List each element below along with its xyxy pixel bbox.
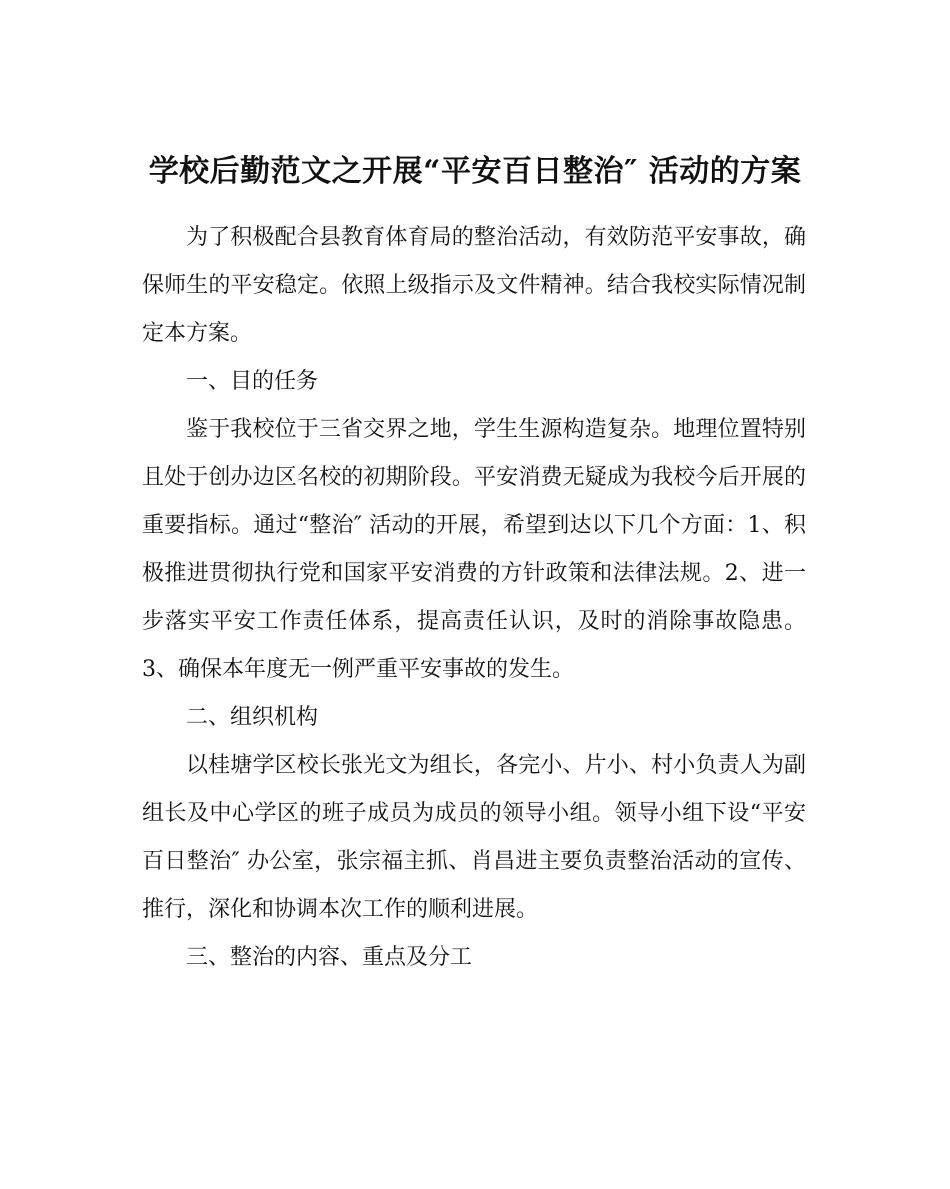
section-heading-organization: 二、组织机构 — [186, 705, 319, 730]
section-heading-objectives: 一、目的任务 — [186, 369, 319, 394]
organization-paragraph: 以桂塘学区校长张光文为组长，各完小、片小、村小负责人为副组长及中心学区的班子成员为成员的领导小组。领导小组下设“平安百日整治″ 办公室，张宗福主抓、肖昌进主要负责整治活动的宣传、推行，深化和协调本次工作的顺利进展。 — [142, 753, 806, 922]
document-body — [142, 214, 806, 982]
section-heading-content: 三、整治的内容、重点及分工 — [186, 945, 473, 970]
document-title: 学校后勤范文之开展“平安百日整治″ 活动的方案 — [148, 154, 802, 190]
objectives-paragraph: 鉴于我校位于三省交界之地，学生生源构造复杂。地理位置特别且处于创办边区名校的初期阶段。平安消费无疑成为我校今后开展的重要指标。通过“整治″ 活动的开展，希望到达以下几个方面：1、积极推进贯彻执行党和国家平安消费的方针政策和法律法规。2、进一步落实平安工作责任体系，提高责任认识，及时的消除事故隐患。3、确保本年度无一例严重平安事故的发生。 — [142, 417, 806, 682]
intro-paragraph: 为了积极配合县教育体育局的整治活动，有效防范平安事故，确保师生的平安稳定。依照上级指示及文件精神。结合我校实际情况制定本方案。 — [142, 225, 806, 346]
